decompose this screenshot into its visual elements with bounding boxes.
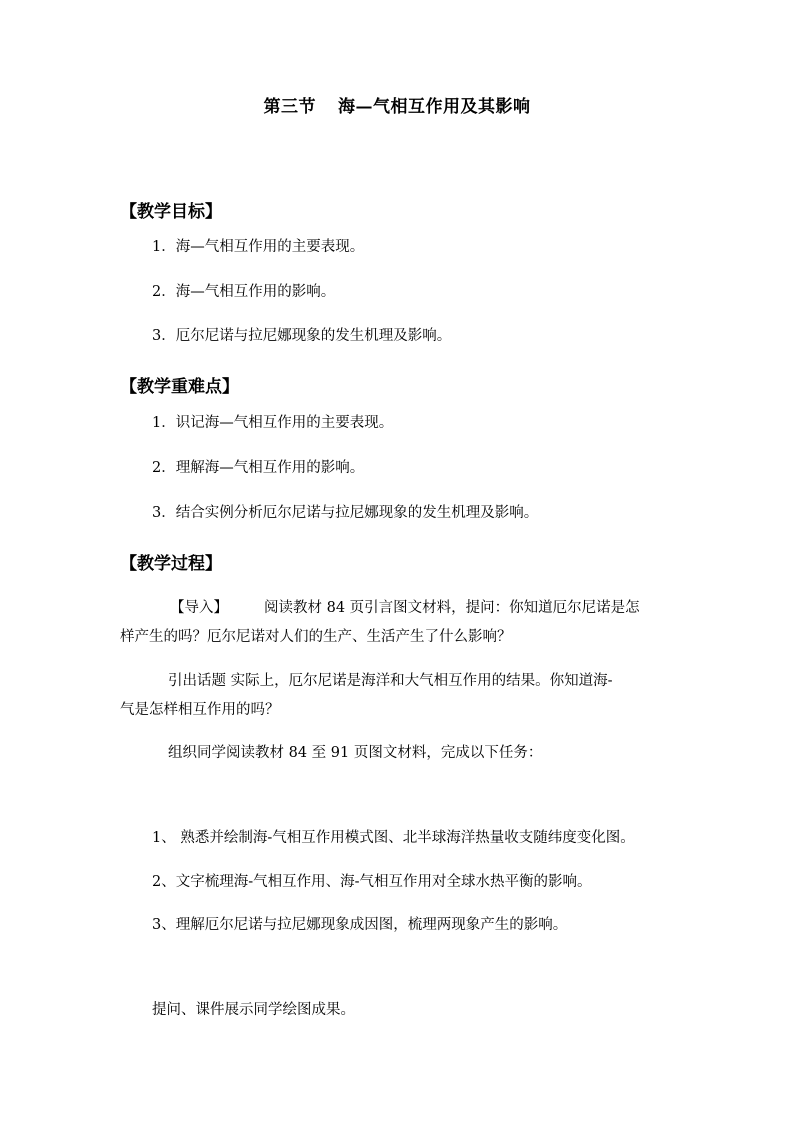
task-item-1: 1、 熟悉并绘制海-气相互作用模式图、北半球海洋热量收支随纬度变化图。 — [152, 830, 635, 846]
task-item-3: 3、理解厄尔尼诺与拉尼娜现象成因图，梳理两现象产生的影响。 — [152, 917, 568, 933]
closing-text: 提问、课件展示同学绘图成果。 — [152, 1002, 355, 1018]
page-title — [0, 97, 794, 117]
organize-text: 组织同学阅读教材 84 至 91 页图文材料，完成以下任务： — [168, 745, 543, 761]
intro-line-1: 阅读教材 84 页引言图文材料，提问：你知道厄尔尼诺是怎 — [264, 600, 640, 616]
task-item-2: 2、文字梳理海-气相互作用、海-气相互作用对全球水热平衡的影响。 — [152, 874, 592, 890]
intro-label: 【导入】 — [170, 600, 228, 616]
keypoint-item-1: 1．识记海—气相互作用的主要表现。 — [152, 415, 394, 431]
keypoints-heading: 【教学重难点】 — [120, 377, 239, 397]
topic-line-1: 引出话题 实际上，厄尔尼诺是海洋和大气相互作用的结果。你知道海- — [168, 673, 613, 689]
goal-item-1: 1．海—气相互作用的主要表现。 — [152, 239, 365, 255]
goal-item-3: 3．厄尔尼诺与拉尼娜现象的发生机理及影响。 — [152, 328, 452, 344]
process-heading: 【教学过程】 — [120, 554, 222, 574]
goals-heading: 【教学目标】 — [120, 202, 222, 222]
section-number: 第三节 — [263, 97, 316, 117]
intro-line-2: 样产生的吗？厄尔尼诺对人们的生产、生活产生了什么影响？ — [120, 629, 512, 645]
keypoint-item-3: 3．结合实例分析厄尔尼诺与拉尼娜现象的发生机理及影响。 — [152, 505, 539, 521]
goal-item-2: 2．海—气相互作用的影响。 — [152, 284, 336, 300]
keypoint-item-2: 2．理解海—气相互作用的影响。 — [152, 460, 365, 476]
topic-line-2: 气是怎样相互作用的吗？ — [120, 702, 280, 718]
section-topic: 海—气相互作用及其影响 — [338, 97, 531, 117]
